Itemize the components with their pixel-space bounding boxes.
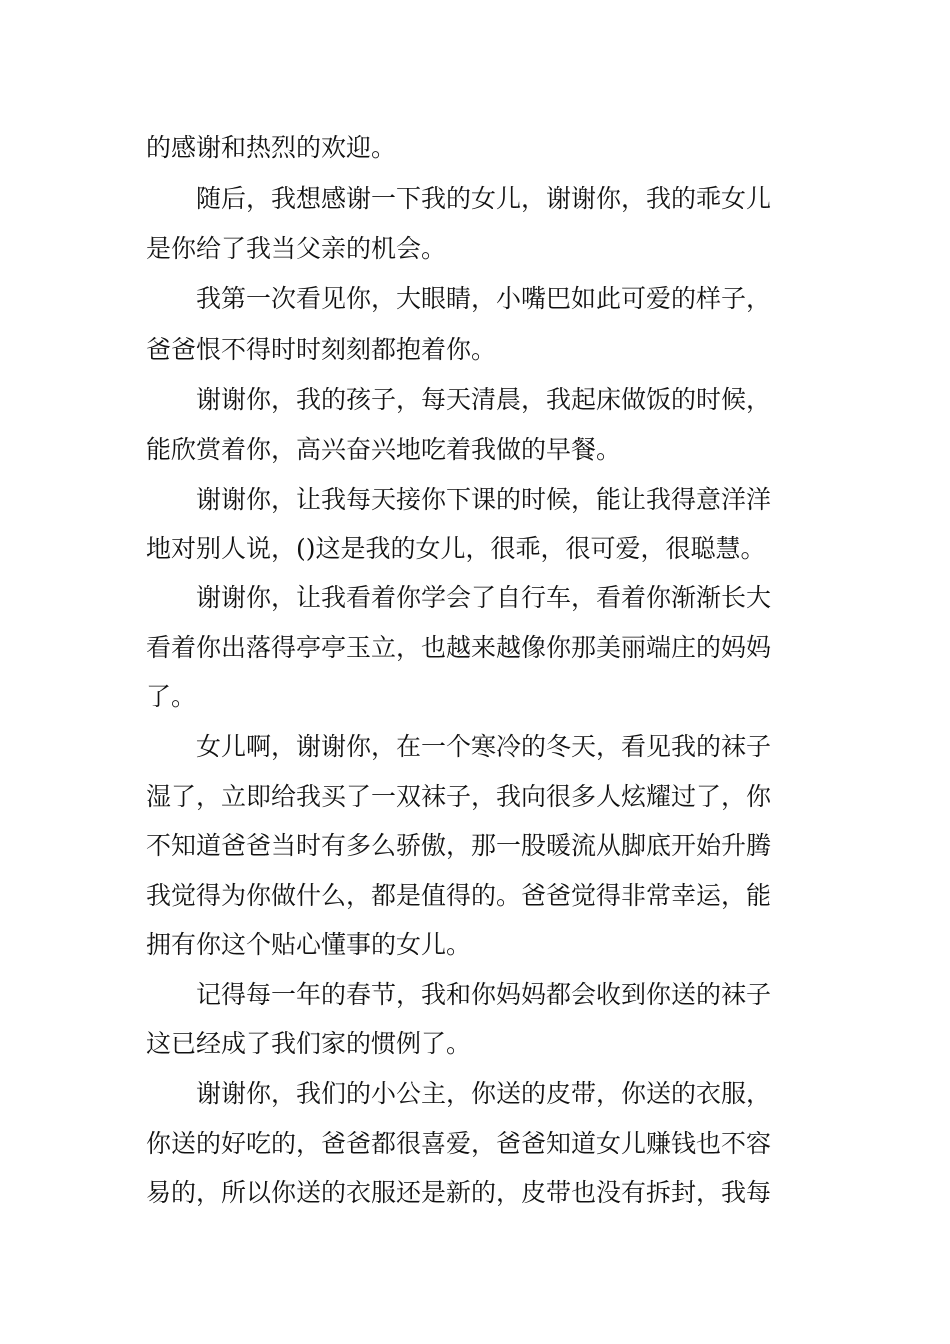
text-line: 爸爸恨不得时时刻刻都抱着你。 xyxy=(146,335,497,364)
text-line: 随后，我想感谢一下我的女儿，谢谢你，我的乖女儿 xyxy=(196,184,772,213)
text-line: 湿了，立即给我买了一双袜子，我向很多人炫耀过了，你 xyxy=(146,782,772,811)
text-line: 能欣赏着你，高兴奋兴地吃着我做的早餐。 xyxy=(146,435,622,464)
text-line: 了。 xyxy=(146,682,197,711)
text-line: 易的，所以你送的衣服还是新的，皮带也没有拆封，我每 xyxy=(146,1178,772,1207)
text-line: 拥有你这个贴心懂事的女儿。 xyxy=(146,930,472,959)
text-line: 看着你出落得亭亭玉立，也越来越像你那美丽端庄的妈妈 xyxy=(146,633,772,662)
text-line: 这已经成了我们家的惯例了。 xyxy=(146,1029,472,1058)
text-line: 谢谢你，让我每天接你下课的时候，能让我得意洋洋 xyxy=(196,485,772,514)
text-line: 我觉得为你做什么，都是值得的。爸爸觉得非常幸运，能 xyxy=(146,881,772,910)
text-line: 谢谢你，我的孩子，每天清晨，我起床做饭的时候， xyxy=(196,385,772,414)
text-line: 记得每一年的春节，我和你妈妈都会收到你送的袜子 xyxy=(196,980,772,1009)
text-line: 谢谢你，让我看着你学会了自行车，看着你渐渐长大 xyxy=(196,583,772,612)
text-line: 你送的好吃的，爸爸都很喜爱，爸爸知道女儿赚钱也不容 xyxy=(146,1129,772,1158)
text-line: 的感谢和热烈的欢迎。 xyxy=(146,133,397,162)
text-line: 我第一次看见你，大眼睛，小嘴巴如此可爱的样子， xyxy=(196,284,772,313)
text-line: 女儿啊，谢谢你，在一个寒冷的冬天，看见我的袜子 xyxy=(196,732,772,761)
text-line: 不知道爸爸当时有多么骄傲，那一股暖流从脚底开始升腾 xyxy=(146,831,772,860)
text-line: 谢谢你，我们的小公主，你送的皮带，你送的衣服， xyxy=(196,1079,772,1108)
text-line: 地对别人说，()这是我的女儿，很乖，很可爱，很聪慧。 xyxy=(146,534,766,563)
text-line: 是你给了我当父亲的机会。 xyxy=(146,234,447,263)
